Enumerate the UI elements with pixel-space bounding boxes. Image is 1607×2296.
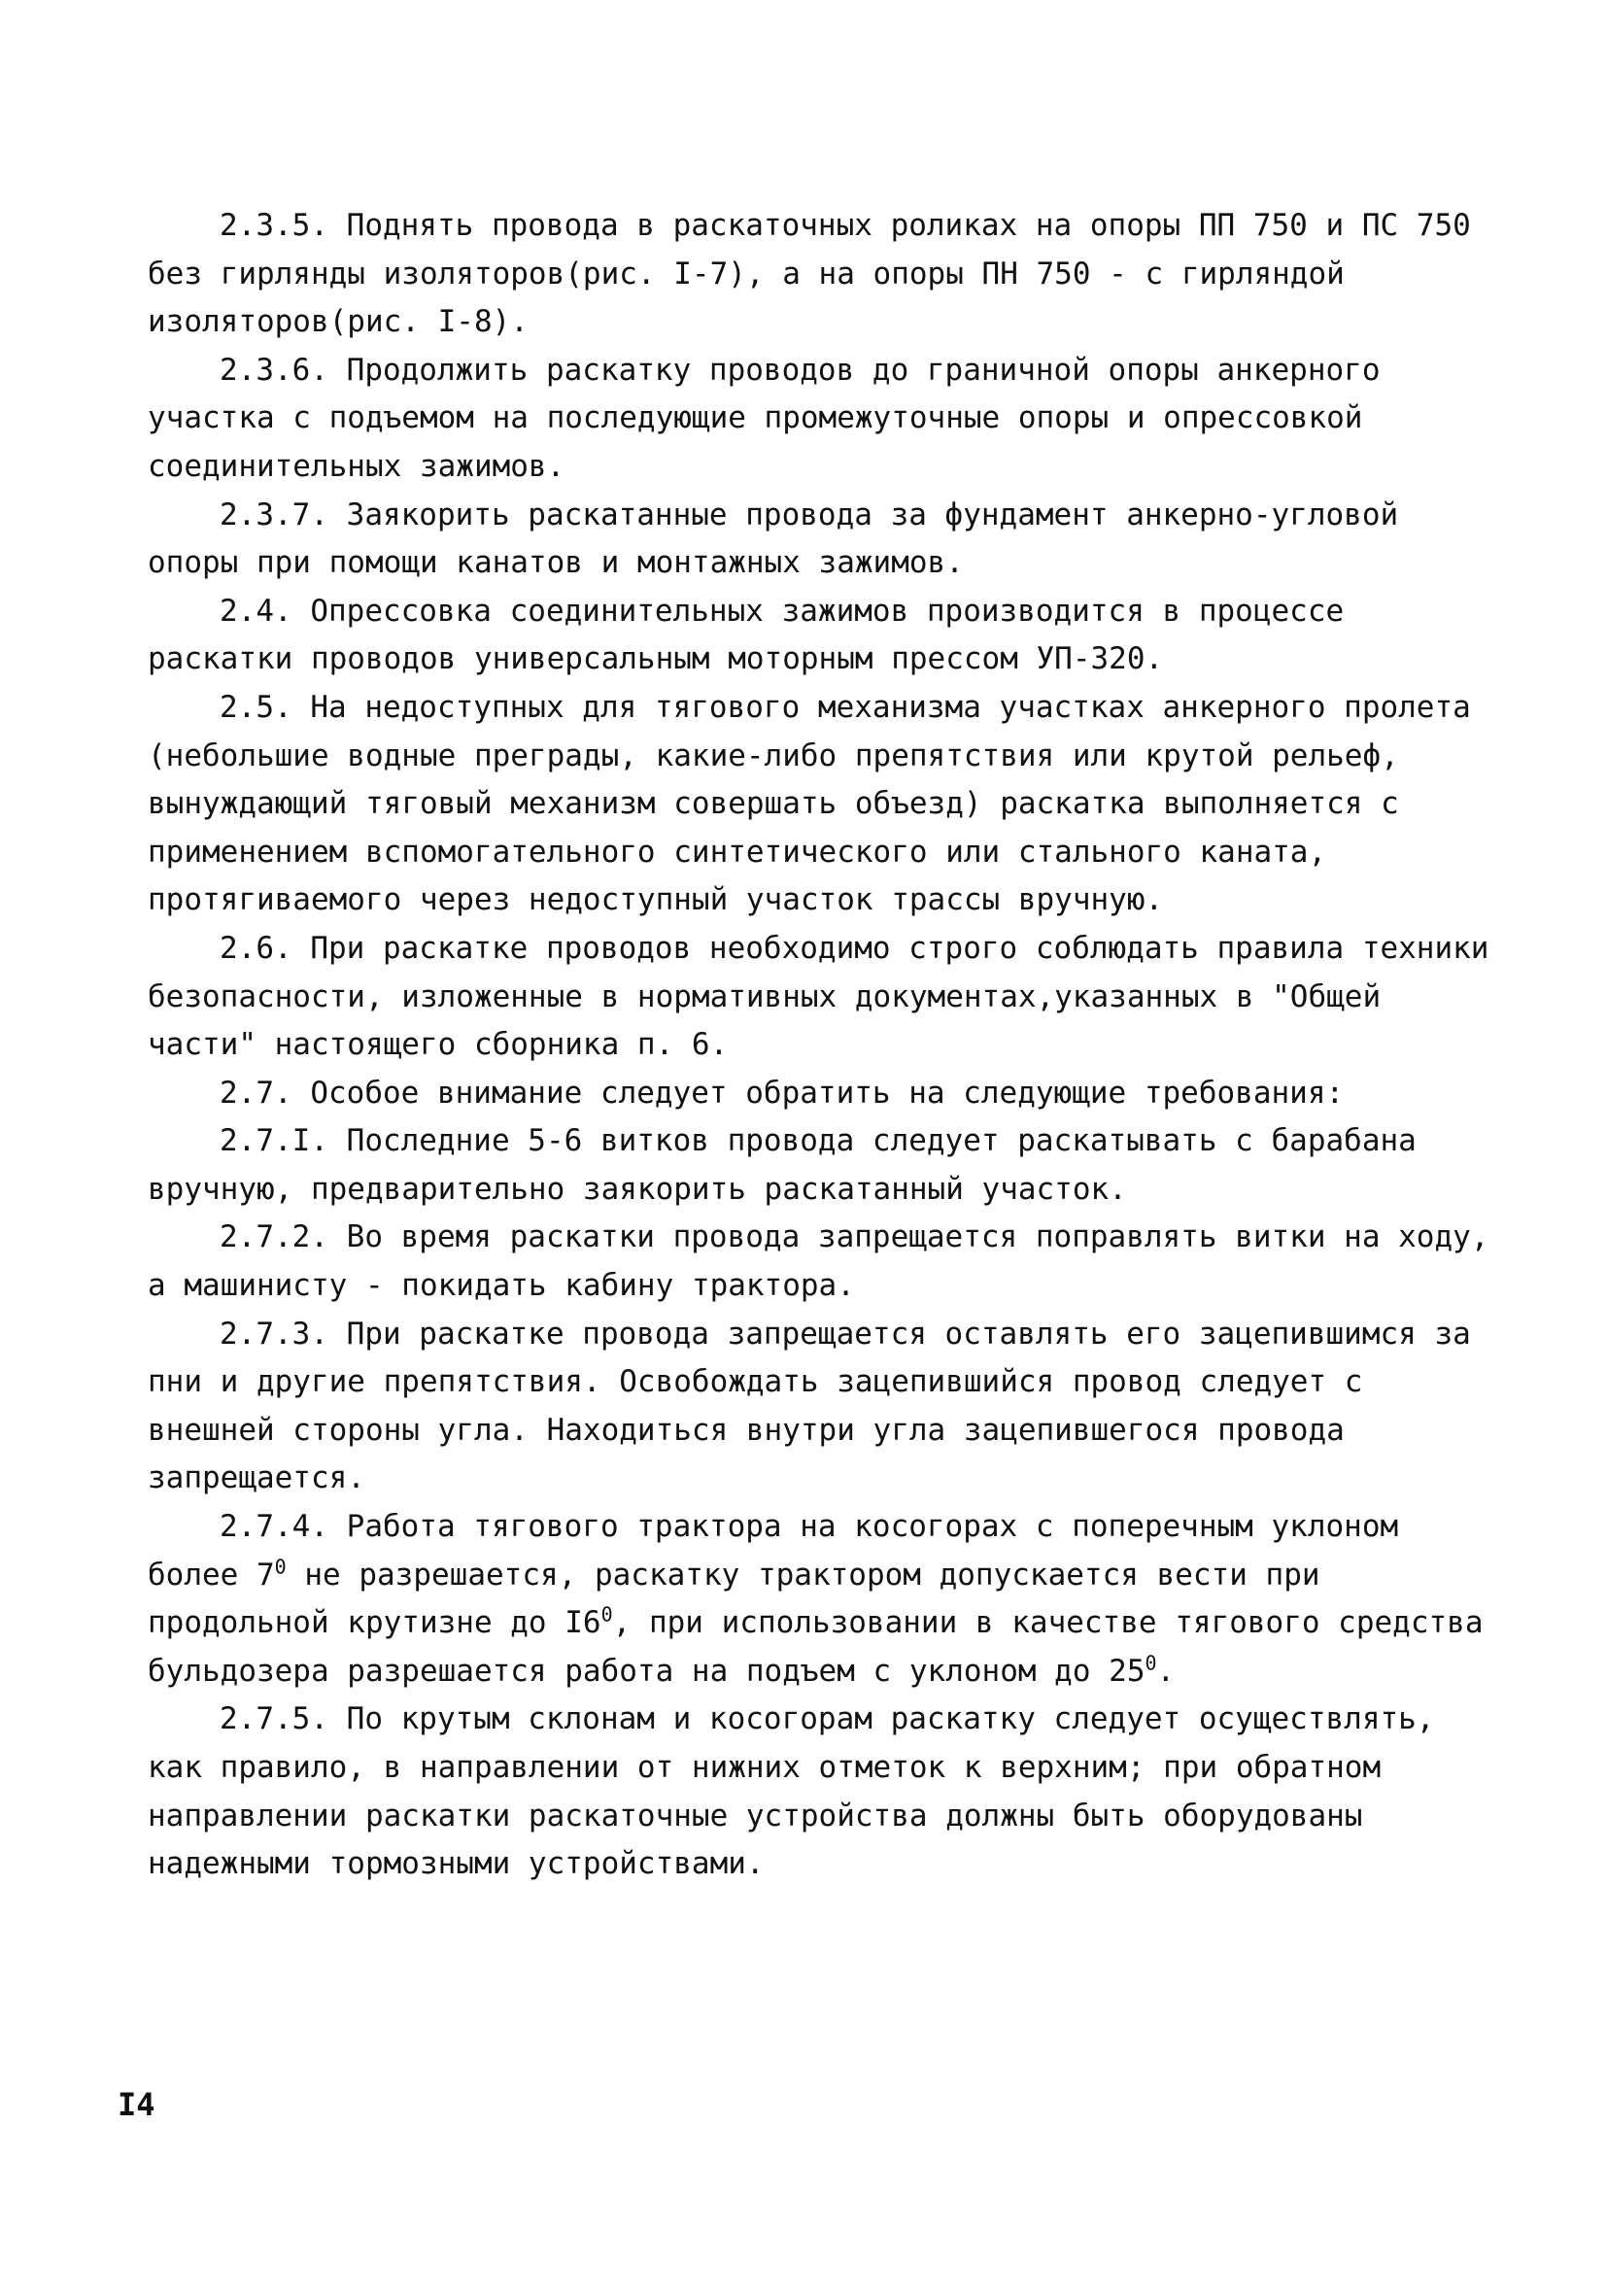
paragraph-text-part: не разрешается, раскатку трактором допускается вести при продольной крутизне до I6: [148, 1557, 1320, 1641]
paragraph-text: Особое внимание следует обратить на следующие требования:: [310, 1075, 1345, 1111]
paragraph-text: Последние 5-6 витков провода следует раскатывать с барабана вручную, предварительно заякорить раскатанный участок.: [148, 1123, 1417, 1207]
paragraph-number: 2.7.4.: [220, 1509, 328, 1545]
paragraph-number: 2.3.5.: [220, 208, 328, 243]
paragraph-2-4: [148, 588, 1498, 684]
paragraph-text: При раскатке провода запрещается оставлять его зацепившимся за пни и другие препятствия. Освобождать зацепившийся провод следует с внешней стороны угла. Находиться внутри угла зацепившегося провода запрещается.: [148, 1316, 1471, 1496]
paragraph-text: На недоступных для тягового механизма участках анкерного пролета (небольшие водные преграды, какие-либо препятствия или крутой рельеф, вынуждающий тяговый механизм совершать объезд) раскатка выполняется с применением вспомогательного синтетического или стального каната, протягиваемого через недоступный участок трассы вручную.: [148, 689, 1471, 918]
degree-superscript: 0: [274, 1555, 287, 1579]
paragraph-number: 2.3.6.: [220, 352, 328, 388]
paragraph-2-6: [148, 925, 1498, 1070]
paragraph-2-7-3: [148, 1311, 1498, 1503]
paragraph-number: 2.7.I.: [220, 1123, 328, 1159]
page-number: I4: [118, 2086, 155, 2123]
paragraph-text: Опрессовка соединительных зажимов производится в процессе раскатки проводов универсальным моторным прессом УП-320.: [148, 593, 1345, 677]
paragraph-text-part: Работа тягового трактора на косогорах с поперечным уклоном более 7: [148, 1509, 1399, 1593]
paragraph-2-3-5: [148, 202, 1498, 347]
paragraph-number: 2.6.: [220, 930, 292, 966]
paragraph-2-7: [148, 1070, 1498, 1118]
paragraph-number: 2.7.2.: [220, 1219, 328, 1255]
paragraph-text: При раскатке проводов необходимо строго соблюдать правила техники безопасности, изложенные в нормативных документах,указанных в "Общей части" настоящего сборника п. 6.: [148, 930, 1489, 1063]
paragraph-text: Заякорить раскатанные провода за фундамент анкерно-угловой опоры при помощи канатов и монтажных зажимов.: [148, 497, 1399, 581]
paragraph-2-5: [148, 684, 1498, 925]
degree-superscript: 0: [600, 1602, 613, 1627]
paragraph-text-part: , при использовании в качестве тягового средства бульдозера разрешается работа на подъем с уклоном до 25: [148, 1605, 1484, 1689]
paragraph-2-7-4: [148, 1503, 1498, 1696]
paragraph-2-7-5: [148, 1696, 1498, 1888]
paragraph-2-7-1: [148, 1117, 1498, 1214]
paragraph-text: Поднять провода в раскаточных роликах на опоры ПП 750 и ПС 750 без гирлянды изоляторов(рис. I-7), а на опоры ПН 750 - с гирляндой изоляторов(рис. I-8).: [148, 208, 1471, 340]
paragraph-2-3-6: [148, 347, 1498, 492]
paragraph-2-3-7: [148, 492, 1498, 588]
document-body: [148, 202, 1498, 1889]
paragraph-2-7-2: [148, 1214, 1498, 1310]
paragraph-number: 2.7.5.: [220, 1701, 328, 1737]
paragraph-number: 2.4.: [220, 593, 292, 629]
paragraph-number: 2.3.7.: [220, 497, 328, 532]
paragraph-text-part: .: [1156, 1653, 1176, 1689]
paragraph-text: Во время раскатки провода запрещается поправлять витки на ходу, а машинисту - покидать кабину трактора.: [148, 1219, 1489, 1304]
paragraph-number: 2.5.: [220, 689, 292, 725]
degree-superscript: 0: [1145, 1651, 1157, 1675]
paragraph-text: По крутым склонам и косогорам раскатку следует осуществлять, как правило, в направлении от нижних отметок к верхним; при обратном направлении раскатки раскаточные устройства должны быть оборудованы надежными тормозными устройствами.: [148, 1701, 1435, 1882]
paragraph-number: 2.7.: [220, 1075, 292, 1111]
paragraph-number: 2.7.3.: [220, 1316, 328, 1352]
paragraph-text: Продолжить раскатку проводов до граничной опоры анкерного участка с подъемом на последующие промежуточные опоры и опрессовкой соединительных зажимов.: [148, 352, 1381, 484]
